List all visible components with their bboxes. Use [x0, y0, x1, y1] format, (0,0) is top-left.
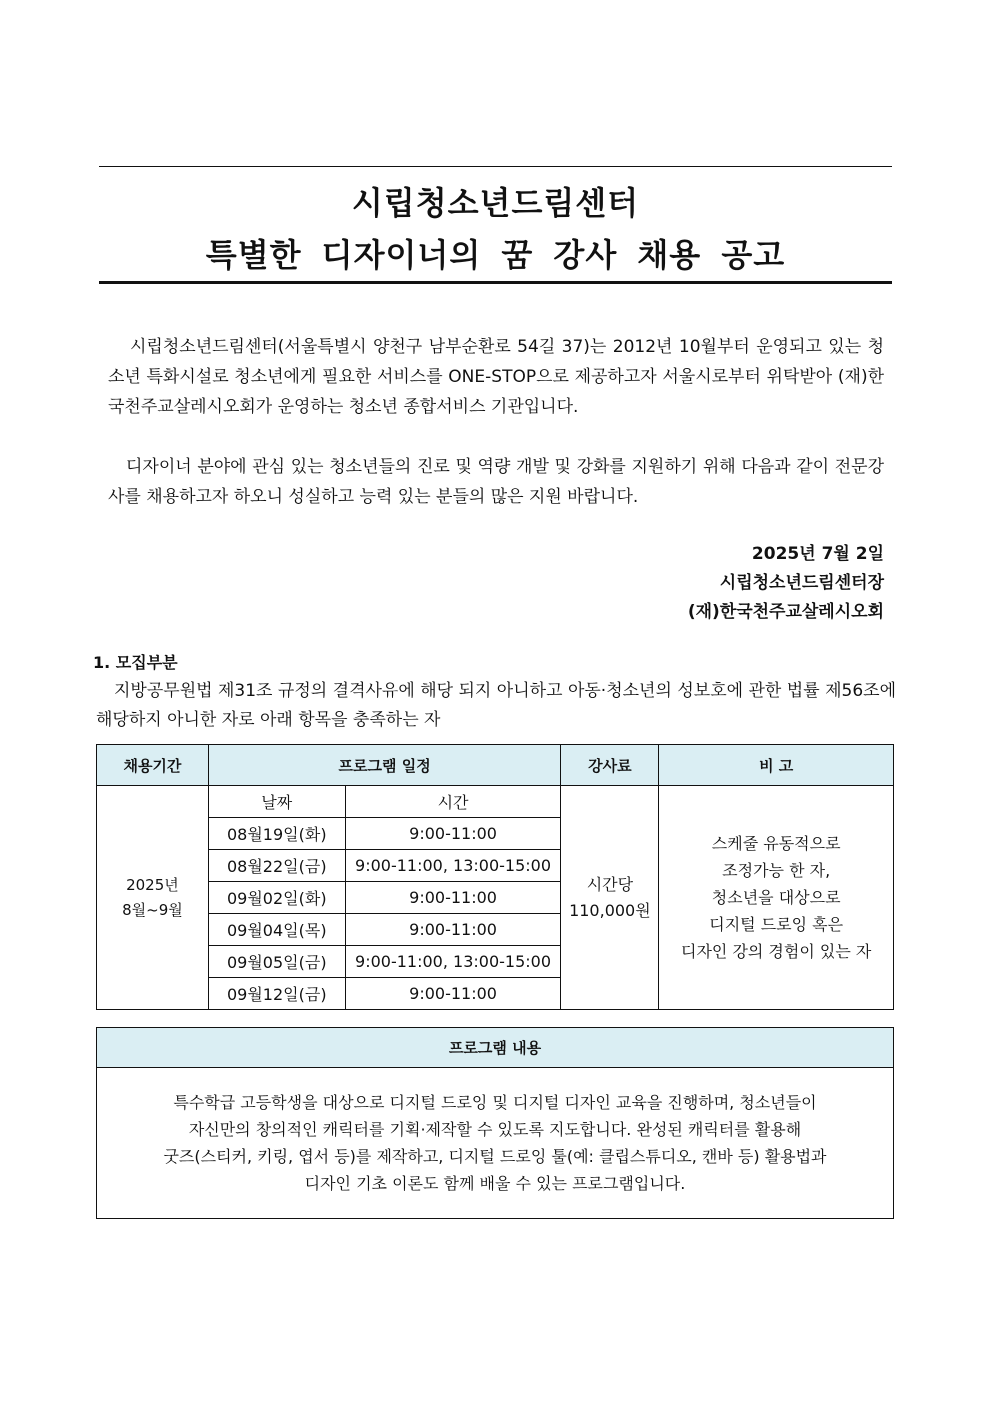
fee-line2: 110,000원 [569, 900, 651, 920]
signature-block [688, 540, 884, 627]
period-line1: 2025년 [126, 875, 179, 894]
signature-org: 시립청소년드림센터장 [719, 573, 884, 593]
note-line: 디자인 강의 경험이 있는 자 [680, 942, 872, 961]
page-title-line2: 특별한 디자이너의 꿈 강사 채용 공고 [205, 236, 786, 274]
note-cell [659, 786, 894, 1010]
row-date: 08월22일(금) [208, 850, 345, 882]
header-period: 채용기간 [97, 745, 209, 786]
row-date: 08월19일(화) [208, 818, 345, 850]
section-body: 지방공무원법 제31조 규정의 결격사유에 해당 되지 아니하고 아동·청소년의 성보호에 관한 법률 제56조에 해당하지 아니한 자로 아래 항목을 충족하는 자 [96, 681, 896, 730]
row-date: 09월04일(목) [208, 914, 345, 946]
schedule-table [96, 744, 894, 1010]
subheader-date: 날짜 [208, 786, 345, 818]
note-line: 청소년을 대상으로 [711, 888, 841, 907]
header-fee: 강사료 [561, 745, 659, 786]
header-note: 비 고 [659, 745, 894, 786]
row-date: 09월02일(화) [208, 882, 345, 914]
note-line: 디지털 드로잉 혹은 [709, 915, 844, 934]
title-top-rule [99, 166, 892, 167]
section-heading: 1. 모집부분 [93, 653, 178, 672]
note-line: 스케줄 유동적으로 [711, 834, 841, 853]
program-line: 특수학급 고등학생을 대상으로 디지털 드로잉 및 디지털 디자인 교육을 진행하며, 청소년들이 [173, 1093, 817, 1112]
row-time: 9:00-11:00 [345, 818, 561, 850]
intro-paragraph-1: 시립청소년드림센터(서울특별시 양천구 남부순환로 54길 37)는 2012년 10월부터 운영되고 있는 청소년 특화시설로 청소년에게 필요한 서비스를 ONE-STOP으로 제공하고자 서울시로부터 위탁받아 (재)한국천주교살레시오회가 운영하는 청소년 종합서비스 기관입니다. [108, 337, 884, 417]
program-line: 디자인 기초 이론도 함께 배울 수 있는 프로그램입니다. [304, 1174, 686, 1193]
row-time: 9:00-11:00 [345, 978, 561, 1010]
row-time: 9:00-11:00 [345, 882, 561, 914]
period-line2: 8월~9월 [122, 900, 183, 919]
note-line: 조정가능 한 자, [722, 861, 831, 880]
row-time: 9:00-11:00 [345, 914, 561, 946]
program-line: 굿즈(스티커, 키링, 엽서 등)를 제작하고, 디지털 드로잉 툴(예: 클립스튜디오, 캔바 등) 활용법과 [163, 1147, 827, 1166]
program-table [96, 1027, 894, 1219]
intro-paragraph-2: 디자이너 분야에 관심 있는 청소년들의 진로 및 역량 개발 및 강화를 지원하기 위해 다음과 같이 전문강사를 채용하고자 하오니 성실하고 능력 있는 분들의 많은 지원 바랍니다. [108, 457, 884, 507]
title-bottom-rule [99, 281, 892, 284]
program-content [97, 1068, 894, 1219]
program-header: 프로그램 내용 [97, 1028, 894, 1068]
subheader-time: 시간 [345, 786, 561, 818]
program-line: 자신만의 창의적인 캐릭터를 기획·제작할 수 있도록 지도합니다. 완성된 캐릭터를 활용해 [188, 1120, 802, 1139]
fee-line1: 시간당 [586, 874, 634, 894]
row-date: 09월12일(금) [208, 978, 345, 1010]
page-title-line1: 시립청소년드림센터 [351, 184, 640, 222]
row-date: 09월05일(금) [208, 946, 345, 978]
row-time: 9:00-11:00, 13:00-15:00 [345, 946, 561, 978]
header-schedule: 프로그램 일정 [208, 745, 561, 786]
fee-cell [561, 786, 659, 1010]
signature-date: 2025년 7월 2일 [751, 544, 884, 564]
row-time: 9:00-11:00, 13:00-15:00 [345, 850, 561, 882]
signature-foundation: (재)한국천주교살레시오회 [687, 602, 884, 622]
period-cell [97, 786, 209, 1010]
